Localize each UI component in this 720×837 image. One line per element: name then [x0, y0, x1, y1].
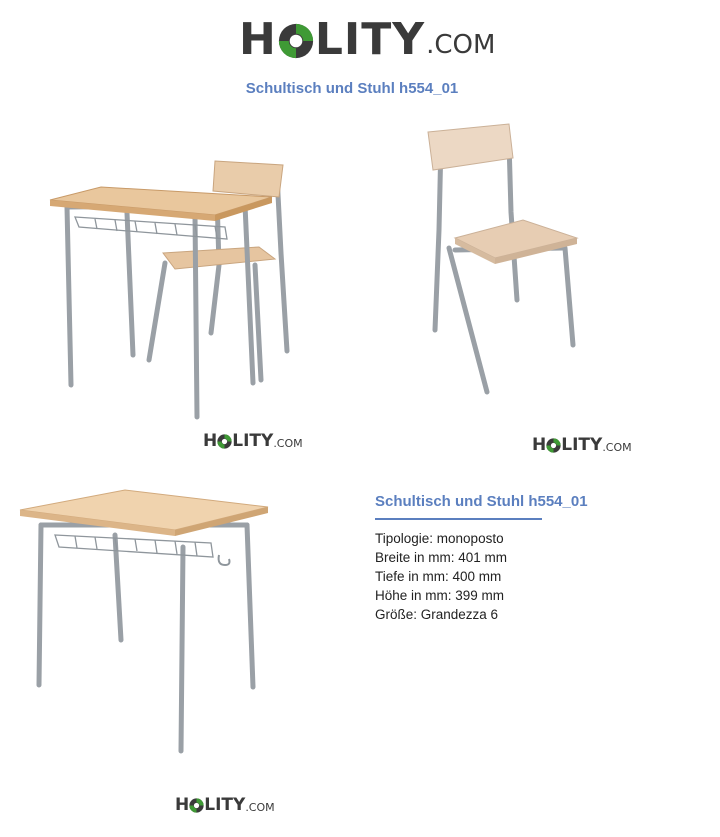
desk-image[interactable]	[15, 485, 275, 760]
product-title: Schultisch und Stuhl h554_01	[375, 493, 588, 510]
spec-item: Tipologie: monoposto	[375, 531, 504, 546]
logo-letter-h: H	[239, 14, 277, 65]
logo-domain: .COM	[273, 437, 303, 450]
logo-domain: .COM	[602, 441, 632, 454]
logo-o-icon	[278, 23, 314, 59]
holity-logo	[203, 433, 303, 450]
spec-item: Höhe in mm: 399 mm	[375, 588, 505, 603]
logo-letter-h: H	[203, 431, 218, 451]
logo-domain: .COM	[245, 801, 275, 814]
holity-logo	[532, 437, 632, 454]
spec-item: Tiefe in mm: 400 mm	[375, 569, 502, 584]
title-divider	[375, 518, 542, 520]
logo-letters-lity: LITY	[204, 795, 246, 815]
logo-letters-lity: LITY	[561, 435, 603, 455]
logo-o-icon	[546, 438, 561, 453]
holity-logo	[175, 797, 275, 814]
chair-image[interactable]	[425, 120, 585, 395]
logo-letter-h: H	[175, 795, 190, 815]
logo-letters-lity: LITY	[314, 14, 426, 65]
logo-o-icon	[189, 798, 204, 813]
spec-item: Größe: Grandezza 6	[375, 607, 499, 622]
logo-domain: .COM	[426, 30, 496, 60]
desk-and-chair-image[interactable]	[45, 155, 295, 420]
logo-letters-lity: LITY	[232, 431, 274, 451]
spec-list	[375, 529, 507, 624]
page-title: Schultisch und Stuhl h554_01	[245, 80, 459, 97]
spec-item: Breite in mm: 401 mm	[375, 550, 508, 565]
logo-letter-h: H	[532, 435, 547, 455]
holity-logo[interactable]	[239, 14, 496, 65]
logo-o-icon	[217, 434, 232, 449]
